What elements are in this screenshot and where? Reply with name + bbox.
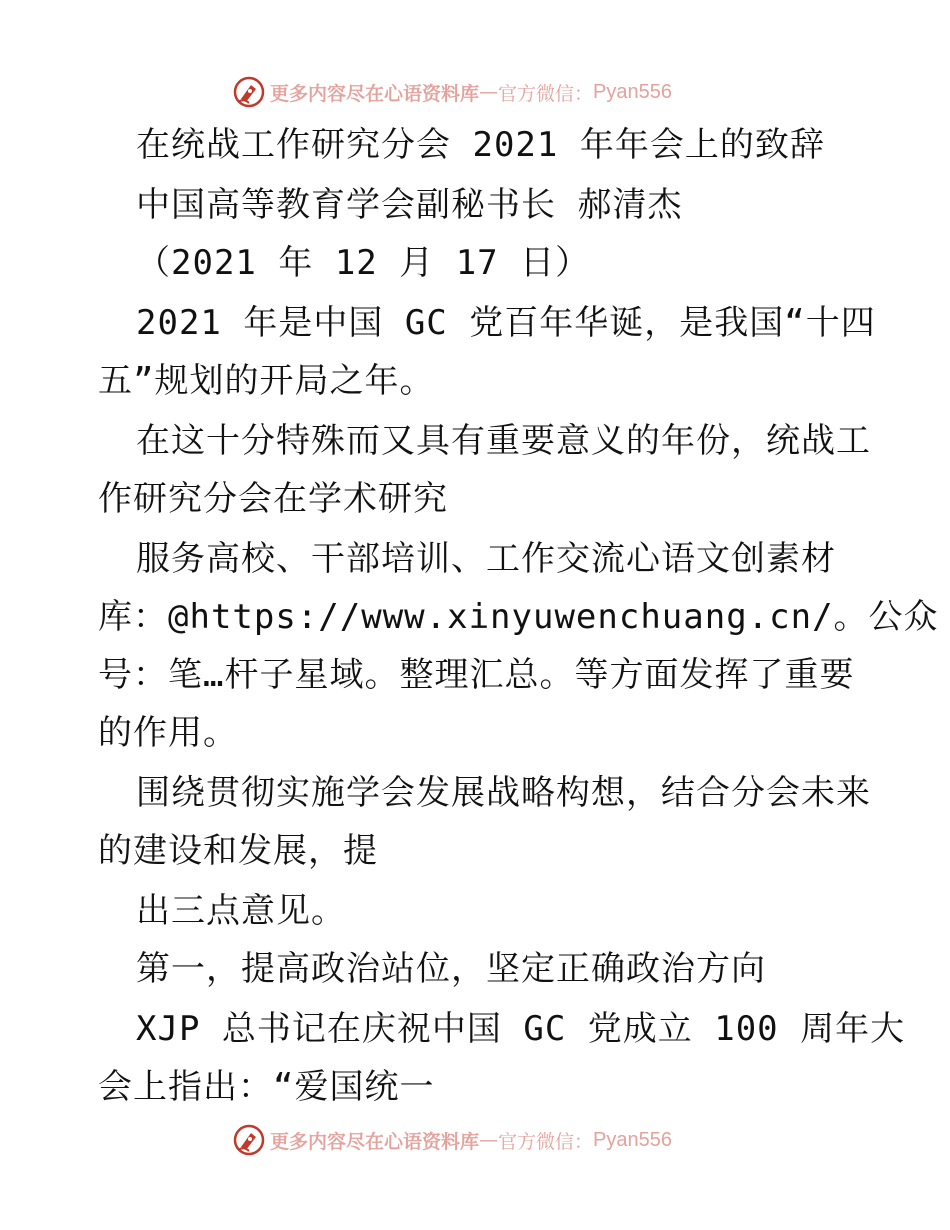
watermark-wechat-id: Pyan556 [593, 80, 672, 103]
paragraph-line: 2021 年是中国 GC 党百年华诞，是我国“十四 [136, 303, 876, 343]
paragraph-line: XJP 总书记在庆祝中国 GC 党成立 100 周年大 [136, 1009, 906, 1049]
document-title: 在统战工作研究分会 2021 年年会上的致辞 [136, 125, 825, 165]
date-line: （2021 年 12 月 17 日） [136, 243, 591, 283]
watermark-separator: — [479, 81, 499, 103]
paragraph-line: 服务高校、干部培训、工作交流心语文创素材 [136, 539, 836, 579]
watermark-wechat-label: 官方微信： [498, 82, 594, 105]
paragraph-line: 库：@https://www.xinyuwenchuang.cn/。公众 [98, 597, 939, 637]
paragraph-line: 号：笔…杆子星域。整理汇总。等方面发挥了重要 [98, 655, 855, 695]
watermark-wechat-id: Pyan556 [593, 1128, 672, 1151]
watermark-main-text: 更多内容尽在心语资料库 [270, 82, 480, 105]
pen-nib-logo-icon [232, 1123, 266, 1157]
header-watermark [232, 72, 672, 112]
watermark-separator: — [479, 1129, 499, 1151]
paragraph-line: 围绕贯彻实施学会发展战略构想，结合分会未来 [136, 773, 871, 813]
paragraph-line: 会上指出：“爱国统一 [98, 1067, 435, 1107]
paragraph-line: 的建设和发展，提 [98, 831, 378, 871]
paragraph-line: 五”规划的开局之年。 [98, 361, 435, 401]
footer-watermark [232, 1120, 672, 1160]
watermark-wechat-label: 官方微信： [498, 1130, 594, 1153]
paragraph-line: 在这十分特殊而又具有重要意义的年份，统战工 [136, 421, 871, 461]
paragraph-line: 的作用。 [98, 713, 238, 753]
pen-nib-logo-icon [232, 75, 266, 109]
speaker-line: 中国高等教育学会副秘书长 郝清杰 [136, 185, 683, 225]
section-heading: 第一，提高政治站位，坚定正确政治方向 [136, 949, 766, 989]
watermark-main-text: 更多内容尽在心语资料库 [270, 1130, 480, 1153]
paragraph-line: 作研究分会在学术研究 [98, 479, 448, 519]
paragraph-line: 出三点意见。 [136, 891, 346, 931]
